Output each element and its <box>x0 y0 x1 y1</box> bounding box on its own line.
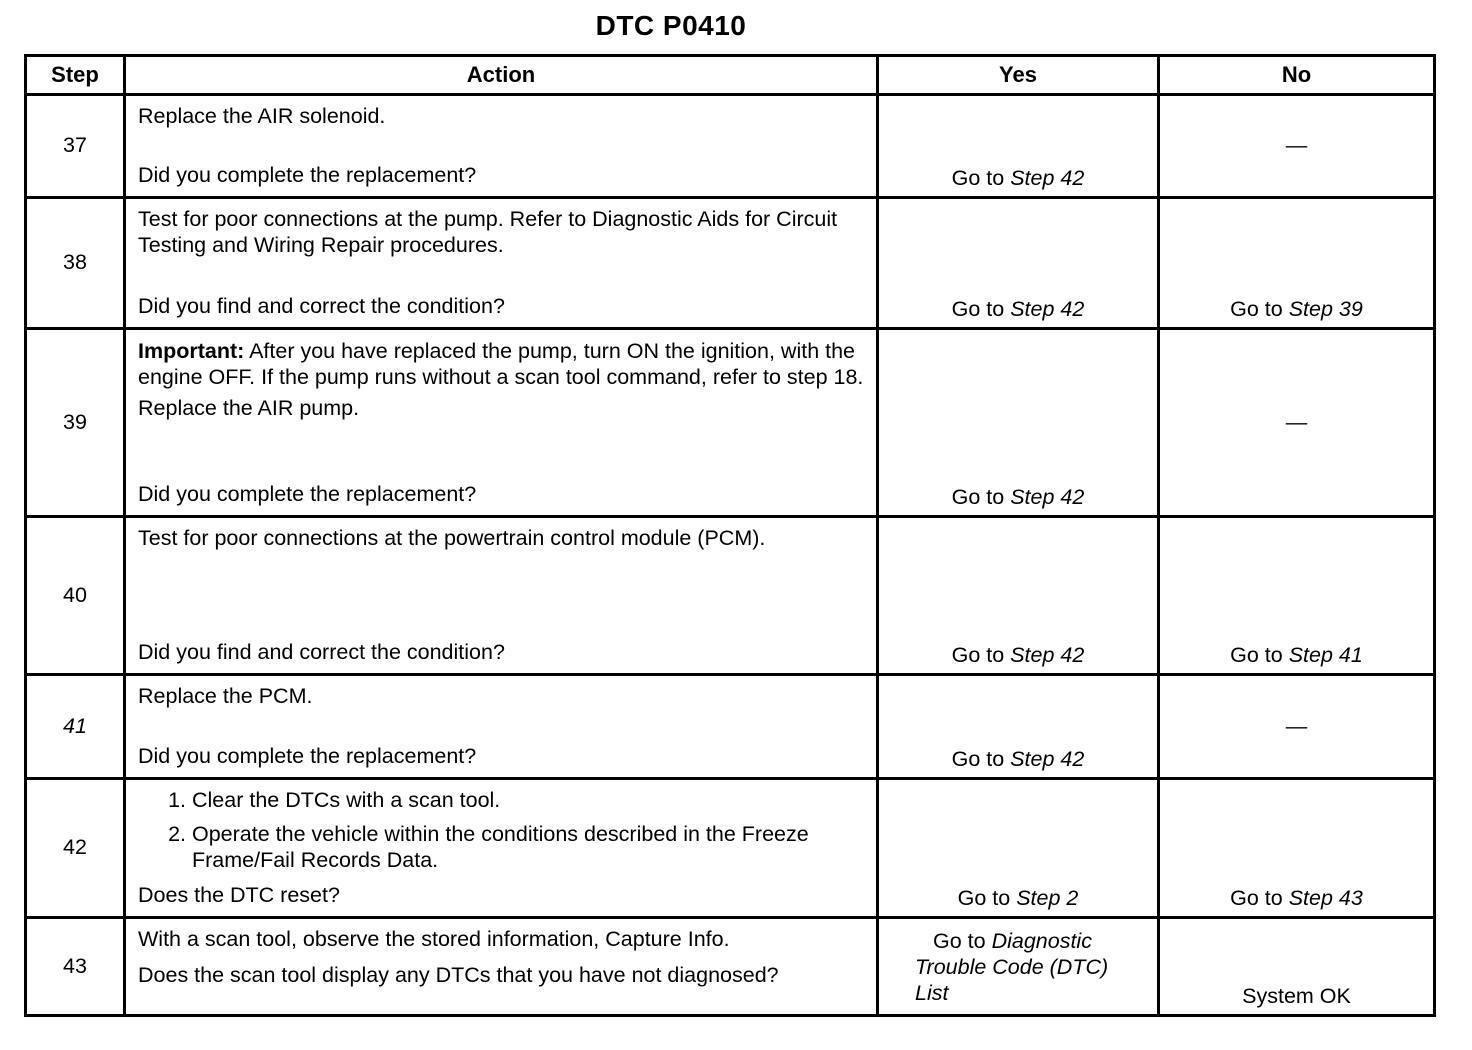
no-cell: — <box>1159 329 1435 517</box>
yes-step-link[interactable]: Step 2 <box>1016 886 1079 911</box>
action-content <box>138 927 866 989</box>
no-cell <box>1159 779 1435 918</box>
action-text: Replace the AIR solenoid. <box>138 104 386 128</box>
yes-cell <box>878 779 1159 918</box>
table-row <box>26 779 1435 918</box>
action-cell <box>125 918 878 1016</box>
step-number: 43 <box>26 918 125 1016</box>
action-cell <box>125 517 878 675</box>
important-label: Important: <box>138 339 245 363</box>
yes-step-link[interactable]: Step 42 <box>1010 297 1085 322</box>
yes-step-link[interactable]: Step 42 <box>1010 747 1085 772</box>
header-yes: Yes <box>878 56 1159 95</box>
important-text: After you have replaced the pump, turn ON the ignition, with the engine OFF. If the pump runs without a scan tool command, refer to step 18. <box>138 339 864 390</box>
procedure-list <box>138 788 866 873</box>
step-number: 39 <box>26 329 125 517</box>
yes-cell <box>878 517 1159 675</box>
no-cell: System OK <box>1159 918 1435 1016</box>
step-number: 41 <box>26 675 125 779</box>
diagnostic-table <box>24 54 1436 1017</box>
table-row <box>26 918 1435 1016</box>
no-step-link[interactable]: Step 41 <box>1288 643 1363 668</box>
step-number: 42 <box>26 779 125 918</box>
yes-prefix: Go to <box>957 886 1017 911</box>
action-text: Test for poor connections at the pump. Refer to Diagnostic Aids for Circuit Testing and Wiring Repair procedures. <box>138 207 838 257</box>
header-no: No <box>1159 56 1435 95</box>
action-question: Did you find and correct the condition? <box>138 294 505 319</box>
table-row <box>26 675 1435 779</box>
no-cell <box>1159 517 1435 675</box>
action-text: Test for poor connections at the powertrain control module (PCM). <box>138 526 766 550</box>
yes-prefix: Go to <box>951 166 1011 191</box>
list-item: 1. Clear the DTCs with a scan tool. <box>192 788 866 814</box>
step-number: 38 <box>26 198 125 329</box>
yes-prefix: Go to <box>951 643 1011 668</box>
yes-dtc-link[interactable]: List <box>915 980 949 1005</box>
action-text: Replace the PCM. <box>138 684 313 708</box>
no-prefix: Go to <box>1230 297 1289 322</box>
yes-step-link[interactable]: Step 42 <box>1010 166 1085 191</box>
yes-dtc-link[interactable]: Diagnostic <box>991 929 1092 953</box>
action-text: Replace the AIR pump. <box>138 396 360 421</box>
yes-prefix: Go to <box>951 747 1011 772</box>
no-cell: — <box>1159 675 1435 779</box>
step-number: 37 <box>26 95 125 198</box>
table-row <box>26 329 1435 517</box>
table-row <box>26 95 1435 198</box>
action-question: Does the DTC reset? <box>138 883 340 908</box>
step-number: 40 <box>26 517 125 675</box>
yes-prefix: Go to <box>933 929 992 953</box>
action-question: Did you complete the replacement? <box>138 744 477 769</box>
yes-step-link[interactable]: Step 42 <box>1010 485 1085 510</box>
no-cell: — <box>1159 95 1435 198</box>
yes-prefix: Go to <box>951 297 1011 322</box>
important-note <box>138 338 866 390</box>
header-action: Action <box>125 56 878 95</box>
no-cell <box>1159 198 1435 329</box>
yes-dtc-link[interactable]: Trouble Code (DTC) <box>915 954 1109 979</box>
list-item: 2. Operate the vehicle within the conditions described in the Freeze Frame/Fail Records Data. <box>192 822 866 874</box>
yes-step-link[interactable]: Step 42 <box>1010 643 1085 668</box>
table-row <box>26 517 1435 675</box>
action-cell <box>125 198 878 329</box>
no-prefix: Go to <box>1230 643 1289 668</box>
action-cell <box>125 329 878 517</box>
action-question: Does the scan tool display any DTCs that you have not diagnosed? <box>138 962 779 987</box>
no-prefix: Go to <box>1230 886 1289 911</box>
table-row <box>26 198 1435 329</box>
action-question: Did you complete the replacement? <box>138 163 477 188</box>
action-question: Did you find and correct the condition? <box>138 640 505 665</box>
action-cell <box>125 95 878 198</box>
action-cell <box>125 675 878 779</box>
yes-cell <box>878 95 1159 198</box>
header-step: Step <box>26 56 125 95</box>
page-title: DTC P0410 <box>595 10 747 41</box>
yes-multiline <box>879 929 1157 1006</box>
yes-cell <box>878 675 1159 779</box>
yes-prefix: Go to <box>951 485 1011 510</box>
action-cell <box>125 779 878 918</box>
action-text: With a scan tool, observe the stored information, Capture Info. <box>138 927 730 951</box>
header-row <box>26 56 1435 95</box>
no-step-link[interactable]: Step 39 <box>1288 297 1363 322</box>
yes-cell <box>878 918 1159 1016</box>
no-step-link[interactable]: Step 43 <box>1288 886 1363 911</box>
yes-cell <box>878 198 1159 329</box>
action-question: Did you complete the replacement? <box>138 482 477 507</box>
yes-cell <box>878 329 1159 517</box>
